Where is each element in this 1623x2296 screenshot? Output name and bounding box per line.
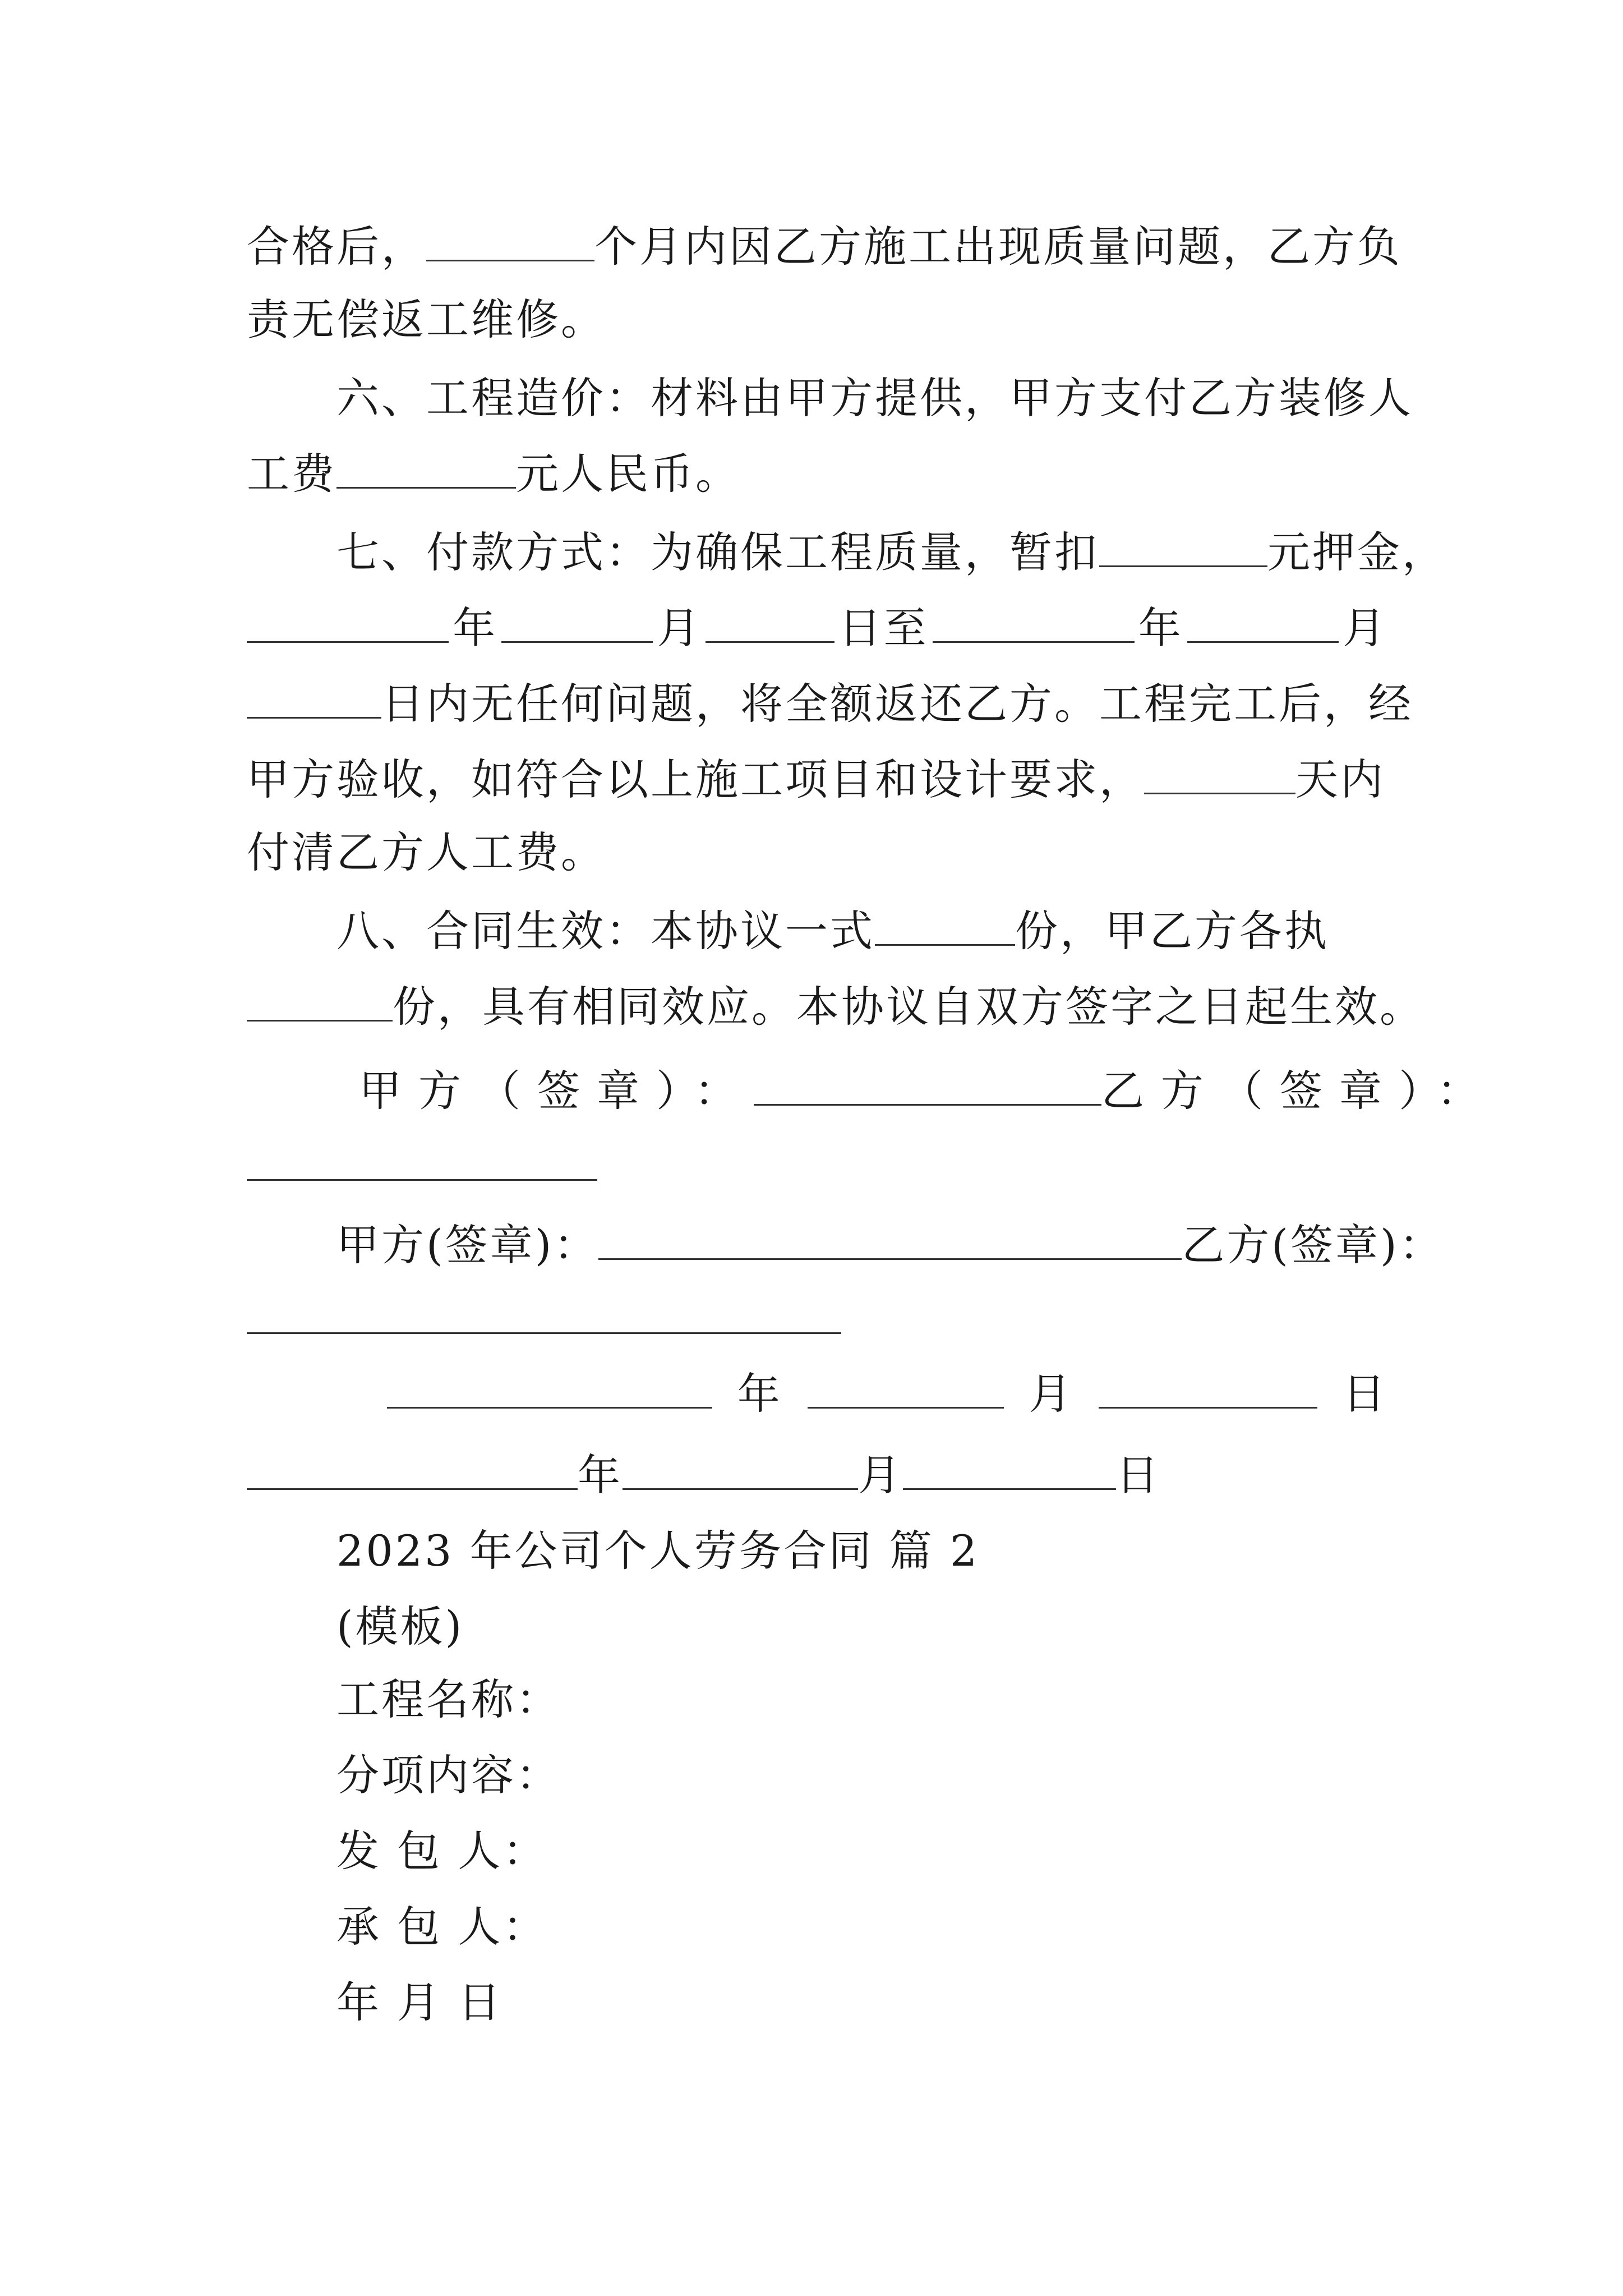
text-fragment: 日 (1342, 1369, 1387, 1419)
section8-line2 (247, 970, 1424, 1043)
text-fragment: 元押金， (1267, 527, 1447, 577)
text-fragment: 日 (1116, 1450, 1161, 1500)
party-a-signature-label: 甲方（签章）： (359, 1066, 754, 1116)
date-line-1 (387, 1358, 1387, 1430)
blank-end-year (933, 608, 1135, 643)
section7-line5: 付清乙方人工费。 (247, 827, 606, 877)
party-b-signature-blank (247, 1332, 841, 1334)
text-fragment: 年 (1138, 603, 1183, 653)
date-line-2 (247, 1439, 1387, 1512)
text-fragment: 份，具有相同效应。本协议自双方签字之日起生效。 (393, 982, 1424, 1032)
blank-day (1099, 1373, 1317, 1409)
text-fragment: 个月内因乙方施工出现质量问题，乙方负 (594, 222, 1402, 272)
section7-date-range (247, 592, 1387, 665)
blank-days (1144, 759, 1295, 794)
section5-line1 (247, 210, 1402, 283)
text-fragment: 天内 (1295, 754, 1385, 804)
text-fragment: 八、合同生效：本协议一式 (336, 906, 875, 956)
blank-months (426, 226, 594, 261)
blank-year (387, 1373, 712, 1409)
text-fragment: 七、付款方式：为确保工程质量，暂扣 (336, 527, 1099, 577)
blank-labor-fee (336, 453, 516, 489)
employer-label: 发 包 人： (336, 1826, 548, 1876)
signature-line-2 (336, 1209, 1444, 1282)
contract2-title: 2023 年公司个人劳务合同 篇 2 (336, 1526, 980, 1576)
section7-line4 (247, 743, 1387, 816)
contractor-label: 承 包 人： (336, 1902, 548, 1952)
contract2-template-note: (模板) (336, 1602, 464, 1651)
party-b-signature-blank (247, 1179, 597, 1181)
section7-line1 (336, 516, 1447, 589)
text-fragment: 月 (858, 1450, 903, 1500)
party-b-signature-label: 乙方（签章）： (1101, 1066, 1496, 1116)
blank-deposit (1099, 532, 1267, 567)
blank-start-year (247, 608, 449, 643)
blank-start-day (706, 608, 834, 643)
text-fragment: 年 (453, 603, 498, 653)
blank-copies (875, 910, 1015, 946)
party-b-signature-label: 乙方(签章)： (1182, 1220, 1444, 1270)
text-fragment: 元人民币。 (516, 449, 740, 499)
blank-end-month (1187, 608, 1339, 643)
text-fragment: 月 (657, 603, 702, 653)
party-a-signature-blank (598, 1225, 1182, 1260)
blank-year (247, 1455, 578, 1490)
text-fragment: 工费 (247, 449, 336, 499)
signature-line-1 (359, 1055, 1496, 1128)
blank-start-month (501, 608, 653, 643)
blank-end-day (247, 683, 381, 719)
blank-day (903, 1455, 1116, 1490)
text-fragment: 年 (737, 1369, 782, 1419)
section6-line2 (247, 438, 1387, 510)
text-fragment: 年 (578, 1450, 623, 1500)
blank-month (808, 1373, 1004, 1409)
section7-line3 (247, 668, 1413, 740)
blank-each-copies (247, 986, 393, 1022)
party-a-signature-blank (754, 1070, 1101, 1106)
date-label: 年 月 日 (336, 1977, 503, 2027)
text-fragment: 月 (1029, 1369, 1074, 1419)
text-fragment: 日至 (838, 603, 929, 653)
text-fragment: 甲方验收，如符合以上施工项目和设计要求， (247, 754, 1144, 804)
text-fragment: 日内无任何问题，将全额返还乙方。工程完工后，经 (381, 679, 1413, 729)
section6-line1: 六、工程造价：材料由甲方提供，甲方支付乙方装修人 (336, 373, 1413, 423)
text-fragment: 份，甲乙方各执 (1015, 906, 1329, 956)
text-fragment: 合格后， (247, 222, 426, 272)
blank-month (623, 1455, 858, 1490)
sub-item-label: 分项内容： (336, 1750, 561, 1800)
project-name-label: 工程名称： (336, 1674, 561, 1724)
text-fragment: 月 (1342, 603, 1387, 653)
section8-line1 (336, 895, 1387, 968)
party-a-signature-label: 甲方(签章)： (336, 1220, 599, 1270)
section5-line2: 责无偿返工维修。 (247, 295, 606, 344)
